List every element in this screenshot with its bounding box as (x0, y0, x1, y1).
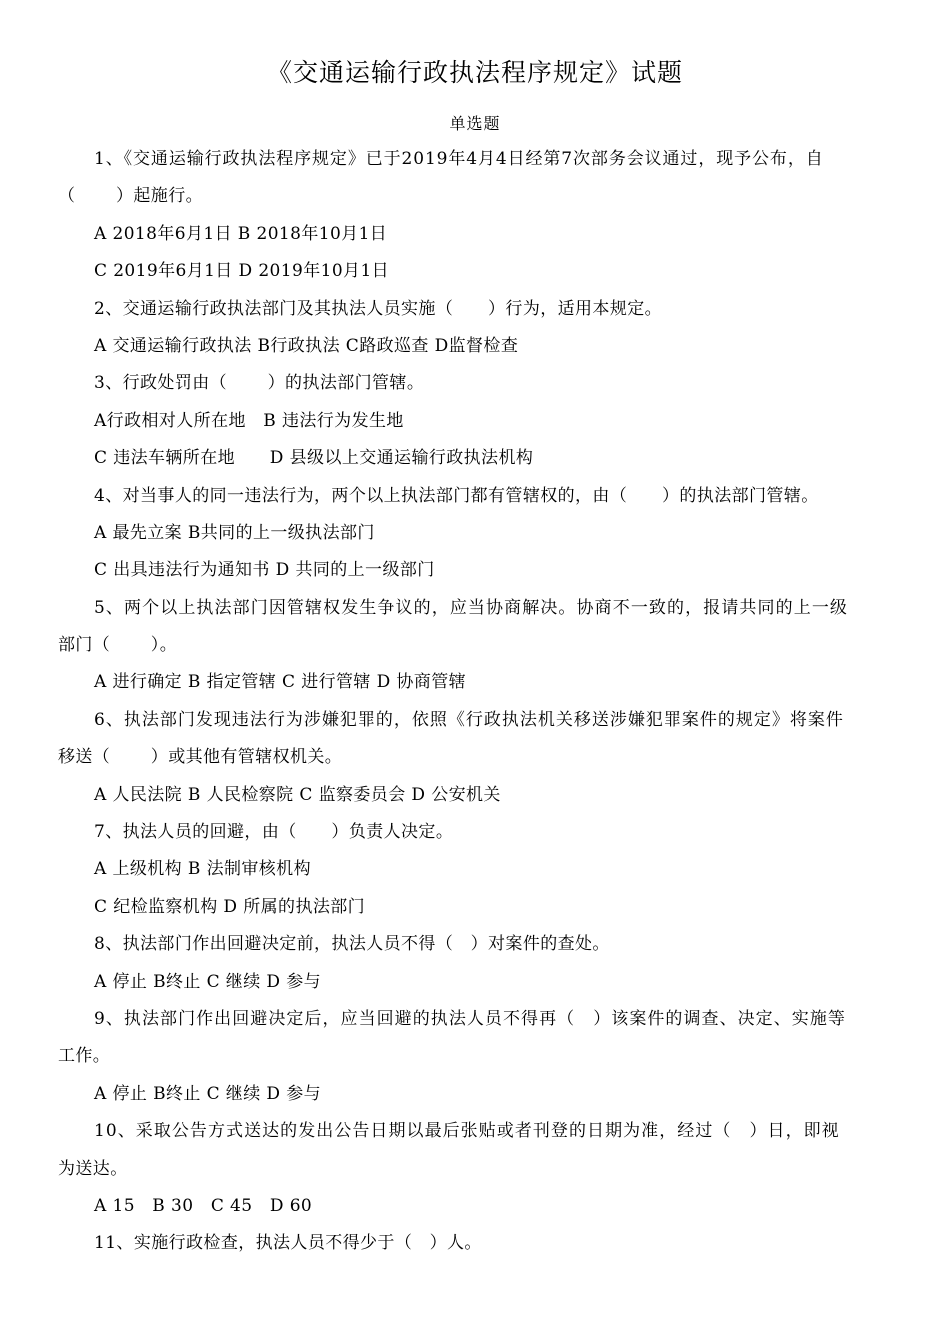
question-3-stem: 3、行政处罚由（ ）的执法部门管辖。 (94, 373, 425, 394)
question-7-options-cd: C 纪检监察机构 D 所属的执法部门 (94, 896, 366, 917)
question-9-options: A 停止 B终止 C 继续 D 参与 (94, 1083, 322, 1104)
question-7-options-ab: A 上级机构 B 法制审核机构 (94, 859, 311, 880)
question-11-stem: 11、实施行政检查，执法人员不得少于（ ）人。 (94, 1233, 482, 1254)
question-1-stem: 1、《交通运输行政执法程序规定》已于2019年4月4日经第7次部务会议通过，现予公布，自 (94, 149, 824, 169)
question-6-options: A 人民法院 B 人民检察院 C 监察委员会 D 公安机关 (94, 784, 501, 805)
question-8-options: A 停止 B终止 C 继续 D 参与 (94, 971, 322, 992)
question-3-options-ab: A行政相对人所在地 B 违法行为发生地 (94, 410, 404, 431)
question-4-options-cd: C 出具违法行为通知书 D 共同的上一级部门 (94, 560, 435, 581)
question-7-stem: 7、执法人员的回避，由（ ）负责人决定。 (94, 822, 454, 843)
question-4-stem: 4、对当事人的同一违法行为，两个以上执法部门都有管辖权的，由（ ）的执法部门管辖。 (94, 485, 819, 506)
question-5-stem-cont: 部门（ ）。 (58, 635, 178, 656)
question-10-stem-cont: 为送达。 (58, 1158, 128, 1179)
question-6-stem: 6、执法部门发现违法行为涉嫌犯罪的，依照《行政执法机关移送涉嫌犯罪案件的规定》将案件 (94, 709, 844, 730)
question-1-options-cd: C 2019年6月1日 D 2019年10月1日 (94, 261, 390, 282)
question-4-options-ab: A 最先立案 B共同的上一级执法部门 (94, 522, 375, 543)
question-3-options-cd: C 违法车辆所在地 D 县级以上交通运输行政执法机构 (94, 448, 534, 469)
question-5-options: A 进行确定 B 指定管辖 C 进行管辖 D 协商管辖 (94, 672, 467, 693)
question-9-stem-cont: 工作。 (58, 1046, 111, 1067)
question-10-stem: 10、采取公告方式送达的发出公告日期以最后张贴或者刊登的日期为准，经过（ ）日，即视 (94, 1121, 840, 1142)
question-2-options: A 交通运输行政执法 B行政执法 C路政巡查 D监督检查 (94, 335, 519, 356)
question-6-stem-cont: 移送（ ）或其他有管辖权机关。 (58, 747, 343, 768)
question-5-stem: 5、两个以上执法部门因管辖权发生争议的，应当协商解决。协商不一致的，报请共同的上一级 (94, 597, 849, 618)
question-9-stem: 9、执法部门作出回避决定后，应当回避的执法人员不得再（ ）该案件的调查、决定、实施等 (94, 1008, 846, 1029)
question-10-options: A 15 B 30 C 45 D 60 (94, 1195, 313, 1216)
question-2-stem: 2、交通运输行政执法部门及其执法人员实施（ ）行为，适用本规定。 (94, 298, 663, 319)
question-1-options-ab: A 2018年6月1日 B 2018年10月1日 (94, 223, 388, 244)
question-8-stem: 8、执法部门作出回避决定前，执法人员不得（ ）对案件的查处。 (94, 934, 610, 955)
question-1-stem-cont: （ ）起施行。 (58, 186, 204, 207)
document-title: 《交通运输行政执法程序规定》试题 (266, 58, 683, 87)
section-heading: 单选题 (449, 114, 501, 133)
